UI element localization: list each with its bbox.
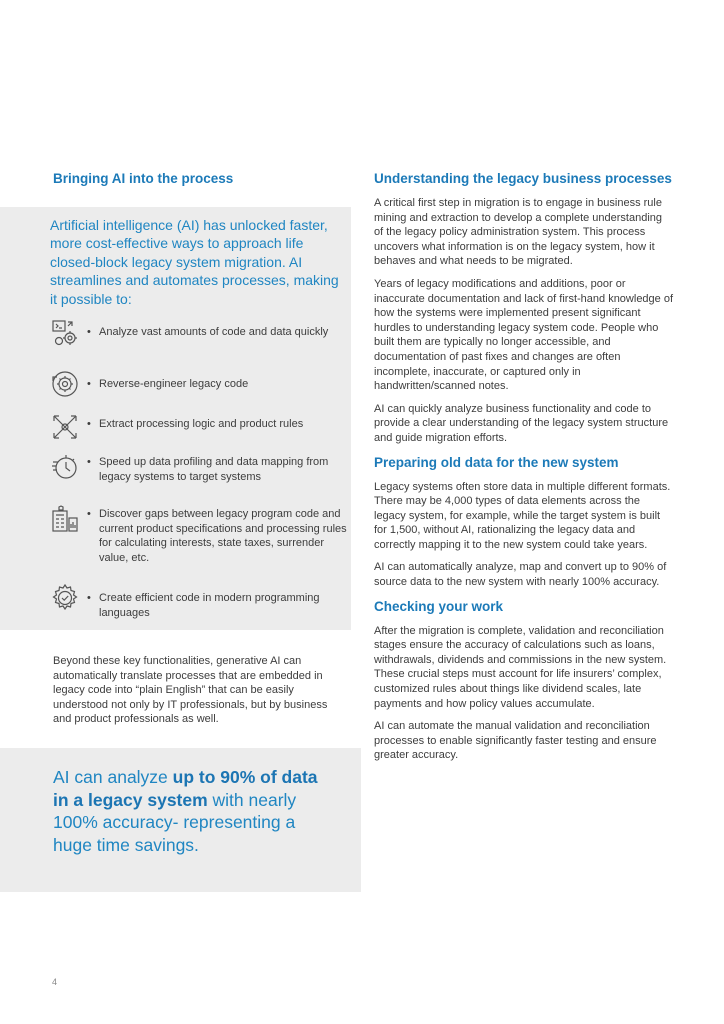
intro-text: Artificial intelligence (AI) has unlocked faster, more cost-effective ways to approach life closed-block legacy system migration. AI streamlines and automates processes, making it possible to: [50,217,339,307]
left-section-heading: Bringing AI into the process [53,171,234,186]
paragraph: A critical first step in migration is to engage in business rule mining and extraction to develop a complete understanding of the legacy policy administration system. This process uncovers what information is on the legacy system, how it behaves and what needs to be migrated. [374,197,663,268]
paragraph: AI can automatically analyze, map and convert up to 90% of source data to the new system with nearly 100% accuracy. [374,561,667,589]
feature-text: • Discover gaps between legacy program code and current product specifications and processing rules for calculating interests, state taxes, surrender value, etc. [87,507,355,565]
pull-quote [53,766,333,856]
beyond-paragraph: Beyond these key functionalities, generative AI can automatically translate processes that are embedded in legacy code into “plain English” that can be easily understood not only by IT professionals, but by business and product professionals as well. [53,655,328,726]
extract-arrows-icon [50,412,80,442]
feature-text: • Extract processing logic and product rules [87,417,355,432]
feature-text: • Reverse-engineer legacy code [87,377,355,392]
check-gear-icon [50,583,80,613]
section-preparing [374,454,674,590]
reverse-engineer-gear-icon [50,369,80,399]
quote-tail: with nearly 100% accuracy- representing a huge time savings. [53,789,297,855]
section-heading: Checking your work [374,598,504,614]
paragraph: AI can automate the manual validation and reconciliation processes to enable significantly faster testing and ensure greater accuracy. [374,720,657,762]
paragraph: AI can quickly analyze business functionality and code to provide a clear understanding of the legacy system structure and guide migration efforts. [374,402,669,444]
feature-text: • Analyze vast amounts of code and data quickly [87,325,355,340]
page-number: 4 [52,977,58,987]
paragraph: Years of legacy modifications and additions, poor or inaccurate documentation and lack of first-hand knowledge of how the systems were implemented present significant hurdles to understanding legacy system code. People who built them are typically no longer accessible, and documentation of past fixes and changes are often incomplete, inaccurate, or captured only in handwritten/scanned notes. [374,277,674,393]
section-heading: Preparing old data for the new system [374,454,619,470]
paragraph: Legacy systems often store data in multiple different formats. There may be 4,000 types of data elements across the legacy system, for example, while the target system is built for 1,500, without AI, rationalizing the legacy data and correctly mapping it to the new system could take years. [374,480,671,551]
code-gears-icon [50,318,80,348]
section-heading: Understanding the legacy business processes [374,171,672,186]
feature-text: • Speed up data profiling and data mapping from legacy systems to target systems [87,455,355,484]
section-checking [374,598,674,763]
quote-lead: AI can analyze [53,767,173,787]
gap-chart-icon [50,504,80,534]
quote-highlight: up to 90% of data in a legacy system [53,767,318,810]
right-column [374,170,674,771]
feature-text: • Create efficient code in modern programming languages [87,591,355,620]
section-understanding [374,170,674,446]
clock-gauge-icon [50,452,80,482]
paragraph: After the migration is complete, validation and reconciliation stages ensure the accuracy of calculations such as loans, withdrawals, dividends and commissions in the new system. These crucial steps must account for life insurers’ complex, customized rules about things like dividend scales, late payments and how policy values accumulate. [374,624,667,710]
